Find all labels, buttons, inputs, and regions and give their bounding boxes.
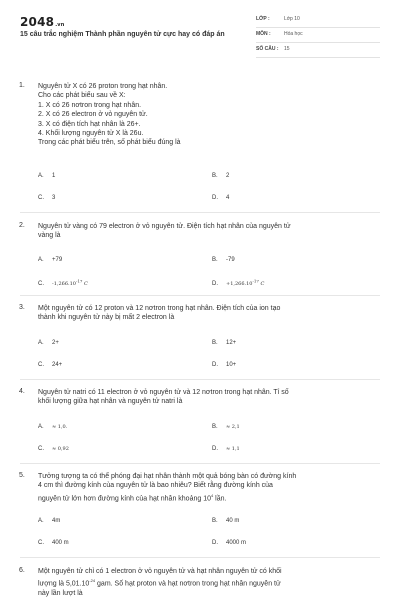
option-b[interactable]: B. -79 bbox=[212, 257, 235, 263]
question-divider bbox=[20, 463, 380, 464]
question-text: Nguyên tử natri có 11 electron ở vỏ nguyên tử và 12 nơtron trong hạt nhân. Tỉ số khối lượng giữa hạt nhân và nguyên tử natri là bbox=[38, 389, 289, 406]
question-number: 5. bbox=[19, 472, 25, 479]
meta-grade-label: LỚP : bbox=[256, 16, 270, 22]
question-number: 1. bbox=[19, 82, 25, 89]
option-c[interactable]: C. 3 bbox=[38, 195, 56, 201]
document-title: 15 câu trắc nghiệm Thành phần nguyên tử cực hay có đáp án bbox=[20, 31, 225, 38]
question-divider bbox=[20, 212, 380, 213]
option-c[interactable]: C. 400 m bbox=[38, 540, 69, 546]
option-a[interactable]: A. ≈ 1,0. bbox=[38, 424, 68, 430]
site-logo[interactable]: 2048.vn bbox=[20, 15, 65, 29]
option-b[interactable]: B. 40 m bbox=[212, 518, 240, 524]
question-number: 4. bbox=[19, 388, 25, 395]
option-a[interactable]: A. 1 bbox=[38, 173, 56, 179]
question-divider bbox=[20, 557, 380, 558]
question-divider bbox=[20, 295, 380, 296]
question-divider bbox=[20, 379, 380, 380]
meta-count-value: 15 bbox=[284, 46, 290, 52]
question-number: 2. bbox=[19, 222, 25, 229]
option-d[interactable]: D. $+1,266.10^{-17}$ C bbox=[212, 278, 265, 287]
meta-count bbox=[256, 43, 380, 58]
option-a[interactable]: A. 2+ bbox=[38, 340, 59, 346]
meta-grade-value: Lớp 10 bbox=[284, 16, 300, 22]
question-number: 3. bbox=[19, 304, 25, 311]
meta-grade bbox=[256, 13, 380, 28]
question-text: Nguyên tử X có 26 proton trong hạt nhân. Cho các phát biểu sau về X: 1. X có 26 nơtron trong hạt nhân. 2. X có 26 electron ở vỏ nguyên tử. 3. X có điện tích hạt nhân là 26+. 4. Khối lượng nguyên tử X là 26u. Trong các phát biểu trên, số phát biểu đúng là bbox=[38, 83, 181, 147]
meta-subject-label: MÔN : bbox=[256, 31, 271, 37]
option-b[interactable]: B. ≈ 2,1 bbox=[212, 424, 240, 430]
option-b[interactable]: B. 12+ bbox=[212, 340, 237, 346]
option-c[interactable]: C. 24+ bbox=[38, 362, 63, 368]
option-a[interactable]: A. +79 bbox=[38, 257, 63, 263]
question-text: Một nguyên tử chỉ có 1 electron ở vỏ nguyên tử và hạt nhân nguyên tử có khối lượng là $5,01.10^{-24}$ gam. Số hạt proton và hạt nơtron trong hạt nhân nguyên tử này lần lượt là bbox=[38, 568, 282, 598]
option-c[interactable]: C. $-1,266.10^{-17}$ C bbox=[38, 278, 88, 287]
option-d[interactable]: D. 4 bbox=[212, 195, 230, 201]
option-a[interactable]: A. 4m bbox=[38, 518, 61, 524]
meta-subject bbox=[256, 28, 380, 43]
option-d[interactable]: D. 10+ bbox=[212, 362, 237, 368]
meta-subject-value: Hóa học bbox=[284, 31, 303, 37]
question-text: Nguyên tử vàng có 79 electron ở vỏ nguyên tử. Điện tích hạt nhân của nguyên tử vàng là bbox=[38, 223, 291, 240]
question-text: Một nguyên tử có 12 proton và 12 nơtron trong hạt nhân. Điện tích của ion tạo thành khi nguyên tử này bị mất 2 electron là bbox=[38, 305, 281, 322]
option-b[interactable]: B. 2 bbox=[212, 173, 230, 179]
option-c[interactable]: C. ≈ 0,92 bbox=[38, 446, 69, 452]
option-d[interactable]: D. 4000 m bbox=[212, 540, 247, 546]
question-number: 6. bbox=[19, 567, 25, 574]
meta-count-label: SỐ CÂU : bbox=[256, 46, 279, 52]
question-text: Tưởng tượng ta có thể phóng đại hạt nhân thành một quả bóng bàn có đường kính 4 cm thì đường kính của nguyên tử là bao nhiêu? Biết rằng đường kính của nguyên tử lớn hơn đường kính của hạt nhân khoảng $10^4$ lần. bbox=[38, 473, 297, 503]
document-header bbox=[0, 0, 400, 70]
option-d[interactable]: D. ≈ 1,1 bbox=[212, 446, 240, 452]
